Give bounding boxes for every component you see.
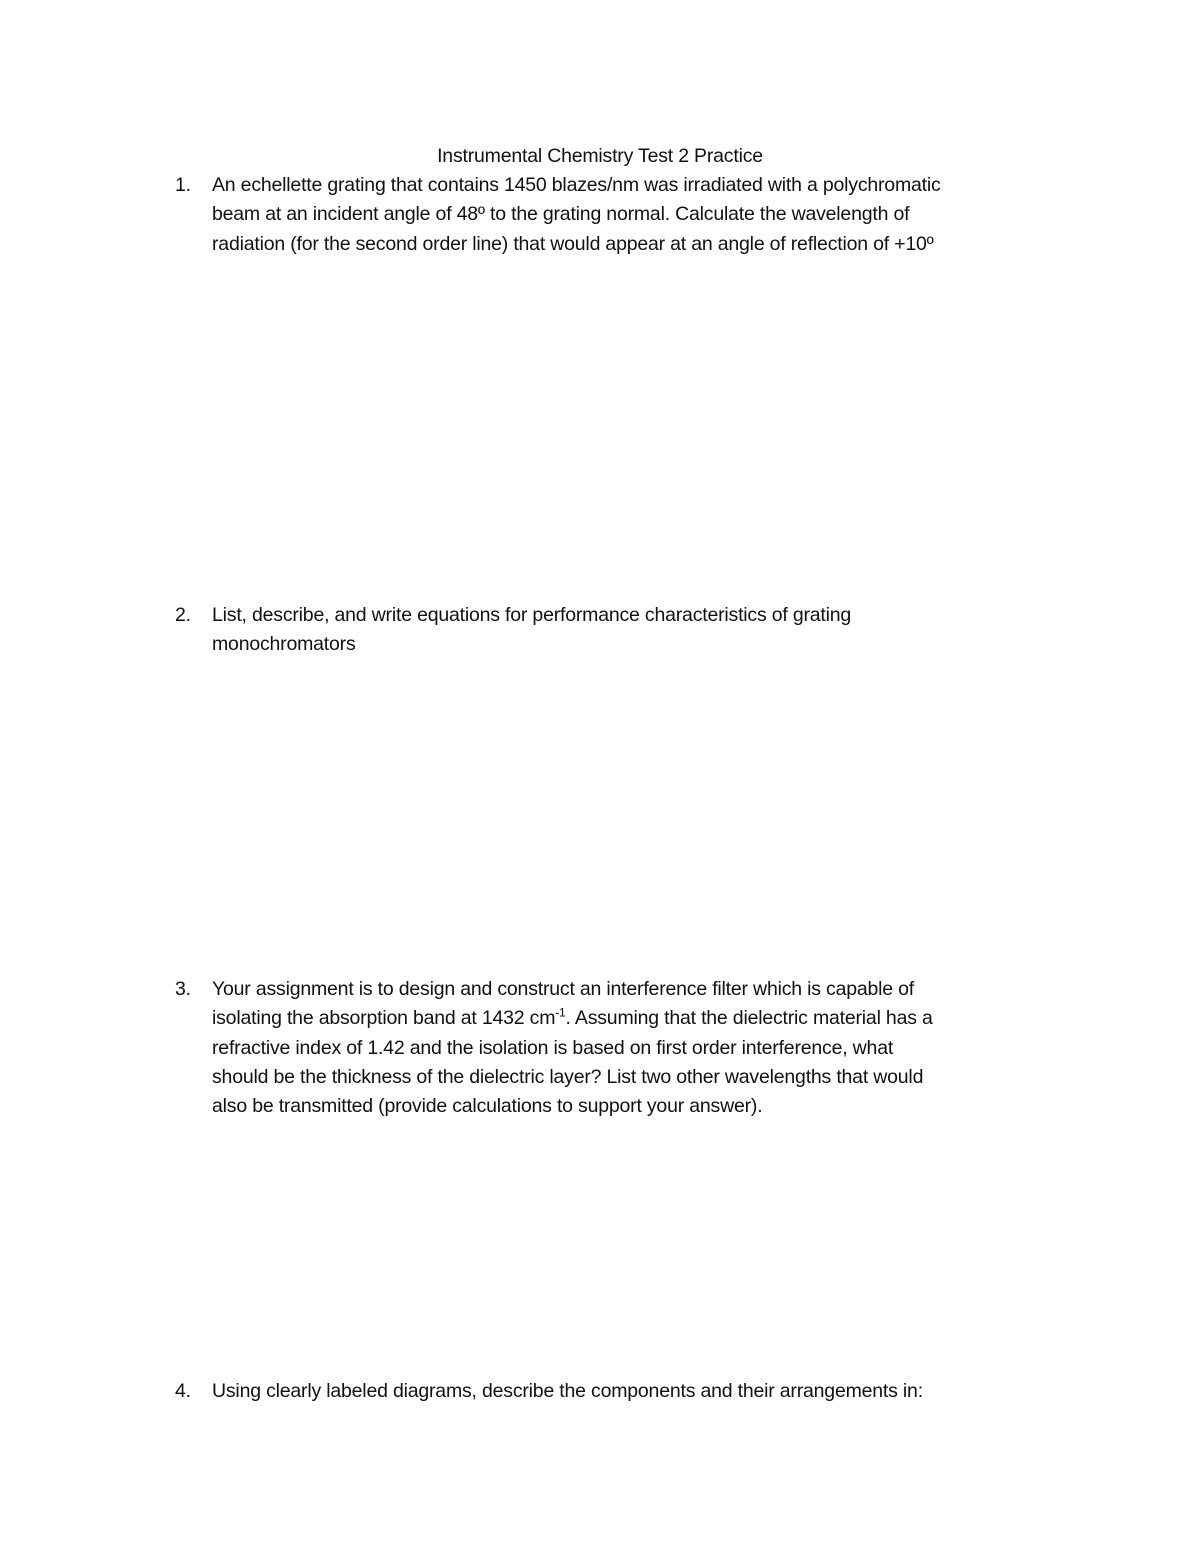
question-line: An echellette grating that contains 1450 blazes/nm was irradiated with a polychromatic [212, 174, 941, 196]
superscript-exponent: -1 [555, 1005, 566, 1020]
question-text [212, 601, 1075, 660]
question-line-part: isolating the absorption band at 1432 cm [212, 1007, 556, 1030]
question-4 [175, 1377, 1075, 1406]
question-number: 3. [175, 978, 191, 1000]
question-line-part: . Assuming that the dielectric material has a [565, 1007, 933, 1030]
question-line: List, describe, and write equations for performance characteristics of grating [212, 604, 852, 626]
question-line: monochromators [212, 633, 356, 656]
question-line [212, 1004, 1075, 1033]
question-2 [175, 601, 1075, 660]
question-number: 4. [175, 1380, 191, 1402]
question-text [212, 1377, 1075, 1406]
question-line: Using clearly labeled diagrams, describe the components and their arrangements in: [212, 1380, 923, 1402]
question-text [212, 975, 1075, 1121]
question-line: should be the thickness of the dielectric layer? List two other wavelengths that would [212, 1065, 924, 1088]
question-line: radiation (for the second order line) that would appear at an angle of reflection of +10º [212, 232, 934, 255]
question-line: refractive index of 1.42 and the isolation is based on first order interference, what [212, 1036, 894, 1059]
question-number: 2. [175, 604, 191, 626]
question-3 [175, 975, 1075, 1121]
question-line: Your assignment is to design and construct an interference filter which is capable of [212, 978, 915, 1000]
question-line: beam at an incident angle of 48º to the grating normal. Calculate the wavelength of [212, 203, 910, 226]
question-1 [175, 171, 1075, 259]
question-number: 1. [175, 174, 191, 196]
question-line: also be transmitted (provide calculations to support your answer). [212, 1095, 763, 1118]
page-title: Instrumental Chemistry Test 2 Practice [437, 145, 763, 167]
question-text [212, 171, 1075, 259]
